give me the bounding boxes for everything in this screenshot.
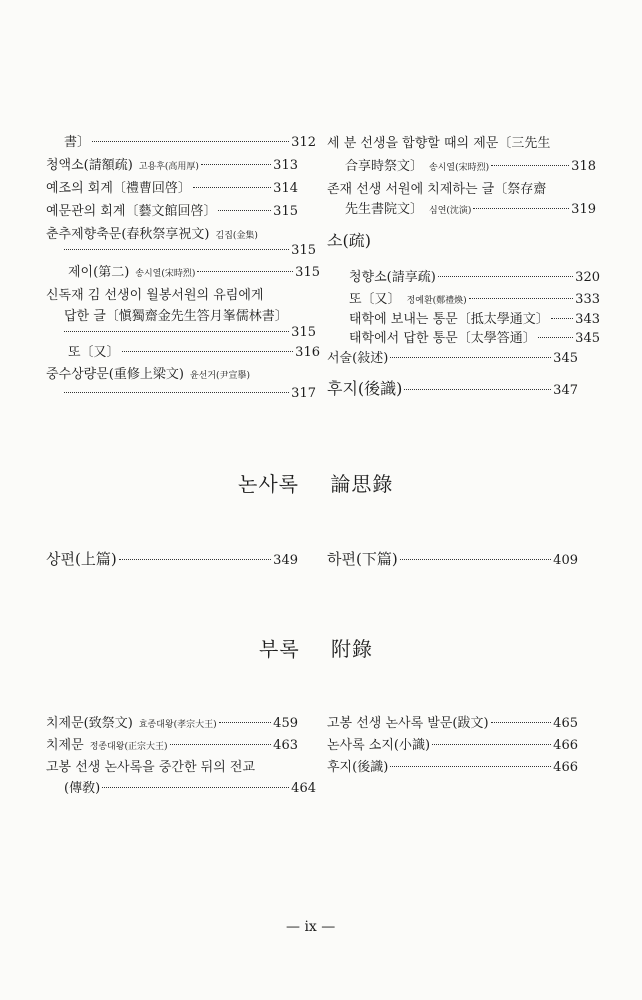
toc-entry — [46, 178, 298, 200]
toc-entry — [46, 155, 298, 178]
leader-dots — [64, 249, 289, 250]
entry-author: 송시열(宋時烈) — [135, 269, 196, 279]
section-title-korean: 논사록 — [238, 472, 299, 496]
entry-page: 345 — [575, 331, 600, 346]
entry-page: 466 — [553, 738, 578, 753]
toc-entry — [46, 201, 298, 223]
entry-title: 태학에 보내는 통문〔抵太學通文〕 — [349, 312, 549, 327]
entry-author: 정종대왕(正宗大王) — [89, 742, 168, 752]
entry-title: 또〔又〕 — [349, 292, 401, 307]
leader-dots — [404, 389, 551, 390]
entry-page: 464 — [291, 781, 316, 796]
entry-title: 合享時祭文〕 — [345, 159, 424, 174]
entry-page: 318 — [571, 159, 596, 174]
toc-entry — [327, 713, 578, 735]
entry-title: 세 분 선생을 합향할 때의 제문〔三先生 — [327, 136, 551, 151]
toc-entry — [327, 328, 600, 350]
leader-dots — [400, 559, 551, 560]
entry-title: 先生書院文〕 — [345, 202, 424, 217]
entry-page: 316 — [295, 345, 320, 360]
toc-entry — [46, 262, 320, 285]
toc-entry — [46, 383, 316, 405]
leader-dots — [551, 318, 573, 319]
entry-page: 347 — [553, 383, 578, 398]
section-title-burok — [259, 633, 373, 662]
leader-dots — [197, 271, 293, 272]
entry-title: 제이(第二) — [68, 265, 130, 280]
toc-entry — [327, 735, 578, 757]
toc-entry — [46, 735, 298, 758]
toc-entry — [327, 267, 600, 289]
entry-title: 논사록 소지(小識) — [327, 738, 431, 753]
leader-dots — [469, 298, 574, 299]
entry-author: 송시열(宋時烈) — [429, 163, 490, 173]
entry-author: 효종대왕(孝宗大王) — [138, 720, 217, 730]
entry-page: 320 — [575, 270, 600, 285]
leader-dots — [438, 276, 573, 277]
toc-entry — [327, 199, 596, 222]
leader-dots — [92, 141, 289, 142]
entry-title: 존재 선생 서원에 치제하는 글〔祭存齋 — [327, 182, 547, 197]
entry-author: 고용후(高用厚) — [138, 162, 199, 172]
entry-page: 315 — [295, 265, 320, 280]
section-heading-so: 소(疏) — [327, 231, 371, 250]
entry-title: 서술(敍述) — [327, 351, 389, 366]
entry-author: 윤선거(尹宣擧) — [189, 371, 251, 381]
section-title-nonsarok — [238, 468, 393, 497]
entry-title: 고봉 선생 논사록을 중간한 뒤의 전교 — [46, 760, 256, 775]
entry-title: 춘추제향축문(春秋祭享祝文) — [46, 227, 210, 242]
toc-entry — [46, 713, 298, 736]
toc-entry — [46, 132, 316, 154]
entry-page: 463 — [273, 738, 298, 753]
leader-dots — [538, 337, 573, 338]
toc-entry — [46, 548, 298, 572]
leader-dots — [64, 331, 289, 332]
leader-dots — [119, 559, 271, 560]
entry-page: 343 — [575, 312, 600, 327]
leader-dots — [64, 392, 289, 393]
leader-dots — [170, 744, 272, 745]
entry-title: 치제문(致祭文) — [46, 716, 133, 731]
entry-author: 심연(沈演) — [429, 206, 472, 216]
entry-title: 書〕 — [64, 135, 91, 150]
entry-page: 315 — [291, 243, 316, 258]
entry-page: 315 — [291, 325, 316, 340]
toc-entry — [46, 778, 316, 800]
leader-dots — [201, 164, 271, 165]
entry-title: 중수상량문(重修上梁文) — [46, 367, 184, 382]
entry-page: 349 — [273, 553, 298, 568]
toc-entry — [46, 342, 320, 364]
entry-title: (傳敎) — [64, 781, 101, 796]
section-title-hanja: 附錄 — [331, 637, 373, 661]
leader-dots — [390, 357, 551, 358]
leader-dots — [491, 722, 552, 723]
toc-entry — [327, 156, 596, 179]
entry-title: 예문관의 회계〔藝文館回啓〕 — [46, 204, 217, 219]
toc-entry — [46, 240, 316, 262]
entry-page: 313 — [273, 158, 298, 173]
toc-entry — [327, 378, 578, 402]
entry-page: 345 — [553, 351, 578, 366]
toc-entry — [327, 548, 578, 572]
entry-page: 409 — [553, 553, 578, 568]
entry-title: 답한 글〔愼獨齋金先生答月峯儒林書〕 — [64, 309, 288, 324]
page-number: — ix — — [286, 919, 336, 935]
entry-page: 459 — [273, 716, 298, 731]
entry-page: 466 — [553, 760, 578, 775]
entry-title: 태학에서 답한 통문〔太學答通〕 — [349, 331, 536, 346]
entry-page: 315 — [273, 204, 298, 219]
entry-page: 319 — [571, 202, 596, 217]
entry-title: 하편(下篇) — [327, 550, 398, 568]
entry-title: 치제문 — [46, 738, 84, 753]
section-title-hanja: 論思錄 — [330, 472, 394, 496]
leader-dots — [491, 165, 569, 166]
entry-title: 또〔又〕 — [68, 345, 120, 360]
entry-page: 312 — [291, 135, 316, 150]
entry-title: 청향소(請享疏) — [349, 270, 436, 285]
entry-author: 정예환(鄭禮煥) — [406, 296, 467, 306]
entry-title: 상편(上篇) — [46, 550, 117, 568]
toc-entry — [327, 757, 578, 779]
entry-title: 신독재 김 선생이 월봉서원의 유림에게 — [46, 288, 264, 303]
leader-dots — [473, 208, 569, 209]
entry-page: 317 — [291, 386, 316, 401]
toc-entry — [46, 322, 316, 344]
entry-title: 청액소(請額疏) — [46, 158, 133, 173]
entry-page: 333 — [575, 292, 600, 307]
leader-dots — [432, 744, 551, 745]
section-title-korean: 부록 — [259, 637, 300, 661]
leader-dots — [102, 787, 289, 788]
leader-dots — [122, 351, 294, 352]
entry-title: 후지(後識) — [327, 760, 389, 775]
entry-page: 465 — [553, 716, 578, 731]
entry-page: 314 — [273, 181, 298, 196]
entry-author: 김집(金集) — [215, 231, 258, 241]
leader-dots — [193, 187, 271, 188]
leader-dots — [390, 766, 551, 767]
entry-title: 고봉 선생 논사록 발문(跋文) — [327, 716, 489, 731]
entry-title: 후지(後識) — [327, 379, 403, 398]
entry-title: 예조의 회계〔禮曹回啓〕 — [46, 181, 191, 196]
leader-dots — [218, 210, 271, 211]
leader-dots — [219, 722, 272, 723]
toc-entry — [327, 348, 578, 370]
